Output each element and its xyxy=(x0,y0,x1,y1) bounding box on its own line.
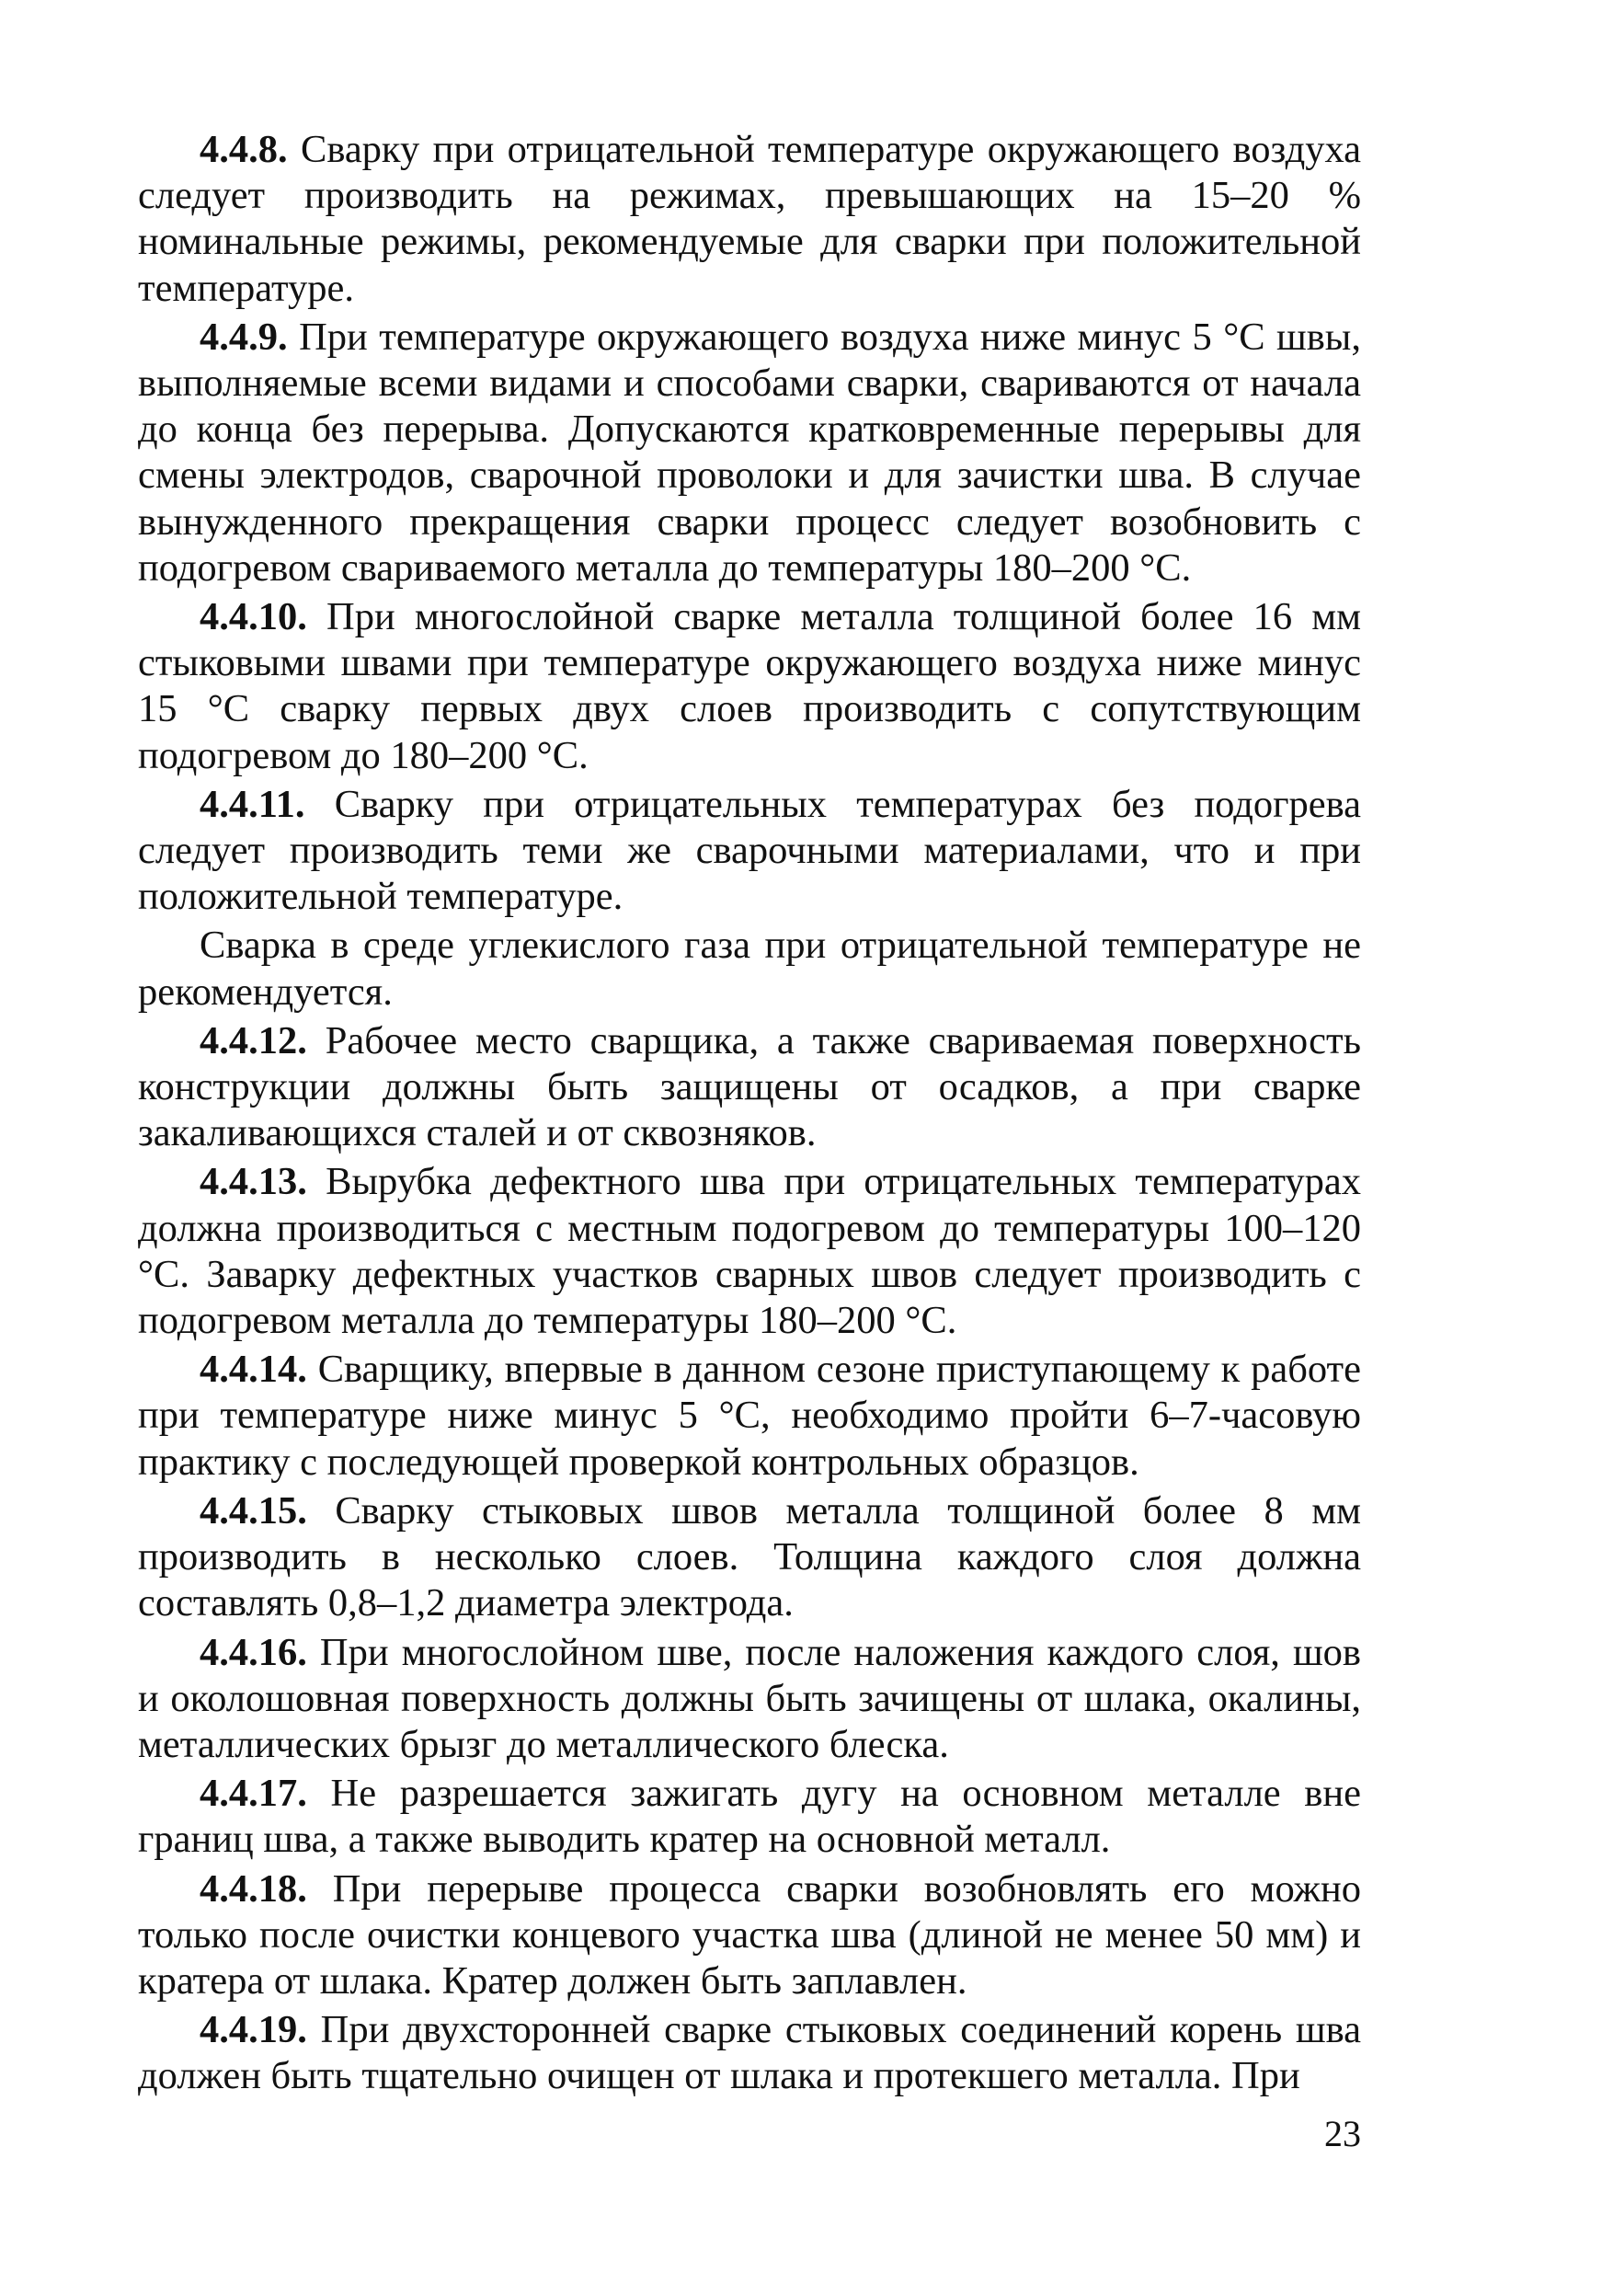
page-number: 23 xyxy=(1324,2113,1361,2154)
paragraph-co2-note xyxy=(138,923,1361,1015)
paragraph-4-4-16 xyxy=(138,1630,1361,1769)
paragraph-4-4-12 xyxy=(138,1018,1361,1157)
paragraph-text: Рабочее место сварщика, а также свариваемая поверхность конструкции должны быть защищены от осадков, а при сварке закаливающихся сталей и от сквозняков. xyxy=(138,1018,1361,1155)
paragraph-4-4-13 xyxy=(138,1159,1361,1344)
paragraph-text: Вырубка дефектного шва при отрицательных температурах должна производиться с местным подогревом до температуры 100–120 °С. Заварку дефектных участков сварных швов следует производить с подогревом металла до температуры 180–200 °С. xyxy=(138,1160,1361,1343)
paragraph-4-4-9 xyxy=(138,315,1361,591)
clause-number: 4.4.15. xyxy=(200,1488,307,1533)
paragraph-text: Сварку при отрицательной температуре окружающего воздуха следует производить на режимах, превышающих на 15–20 % номинальные режимы, рекомендуемые для сварки при положительной температуре. xyxy=(138,128,1361,310)
clause-number: 4.4.18. xyxy=(200,1866,307,1911)
clause-number: 4.4.16. xyxy=(200,1630,307,1674)
paragraph-text: Сварку стыковых швов металла толщиной более 8 мм производить в несколько слоев. Толщина каждого слоя должна составлять 0,8–1,2 диаметра электрода. xyxy=(138,1488,1361,1625)
clause-number: 4.4.9. xyxy=(200,315,288,359)
clause-number: 4.4.19. xyxy=(200,2008,307,2052)
paragraph-text: При двухсторонней сварке стыковых соединений корень шва должен быть тщательно очищен от шлака и протекшего металла. При xyxy=(138,2008,1361,2098)
paragraph-4-4-19 xyxy=(138,2007,1361,2099)
paragraph-4-4-14 xyxy=(138,1347,1361,1486)
document-body xyxy=(138,127,1361,2100)
clause-number: 4.4.11. xyxy=(200,782,305,826)
paragraph-text: При перерыве процесса сварки возобновлять его можно только после очистки концевого участка шва (длиной не менее 50 мм) и кратера от шлака. Кратер должен быть заплавлен. xyxy=(138,1866,1361,2003)
paragraph-4-4-11 xyxy=(138,782,1361,921)
clause-number: 4.4.13. xyxy=(200,1160,307,1204)
paragraph-text: Сварщику, впервые в данном сезоне приступающему к работе при температуре ниже минус 5 °С, необходимо пройти 6–7-часовую практику с последующей проверкой контрольных образцов. xyxy=(138,1348,1361,1484)
paragraph-4-4-10 xyxy=(138,594,1361,779)
paragraph-4-4-15 xyxy=(138,1488,1361,1627)
paragraph-text: При многослойном шве, после наложения каждого слоя, шов и околошовная поверхность должны быть зачищены от шлака, окалины, металлических брызг до металлического блеска. xyxy=(138,1630,1361,1766)
paragraph-4-4-8 xyxy=(138,127,1361,312)
paragraph-4-4-18 xyxy=(138,1866,1361,2005)
clause-number: 4.4.17. xyxy=(200,1772,307,1816)
paragraph-text: Сварка в среде углекислого газа при отрицательной температуре не рекомендуется. xyxy=(138,924,1361,1014)
clause-number: 4.4.10. xyxy=(200,595,307,639)
paragraph-text: При многослойной сварке металла толщиной более 16 мм стыковыми швами при температуре окружающего воздуха ниже минус 15 °С сварку первых двух слоев производить с сопутствующим подогревом до 180–200 °С. xyxy=(138,595,1361,777)
paragraph-text: Сварку при отрицательных температурах без подогрева следует производить теми же сварочными материалами, что и при положительной температуре. xyxy=(138,782,1361,919)
paragraph-text: При температуре окружающего воздуха ниже минус 5 °С швы, выполняемые всеми видами и способами сварки, свариваются от начала до конца без перерыва. Допускаются кратковременные перерывы для смены электродов, сварочной проволоки и для зачистки шва. В случае вынужденного прекращения сварки процесс следует возобновить с подогревом свариваемого металла до температуры 180–200 °С. xyxy=(138,315,1361,590)
paragraph-4-4-17 xyxy=(138,1771,1361,1863)
clause-number: 4.4.12. xyxy=(200,1018,307,1062)
clause-number: 4.4.8. xyxy=(200,128,288,171)
clause-number: 4.4.14. xyxy=(200,1348,307,1392)
paragraph-text: Не разрешается зажигать дугу на основном металле вне границ шва, а также выводить кратер на основной металл. xyxy=(138,1772,1361,1862)
